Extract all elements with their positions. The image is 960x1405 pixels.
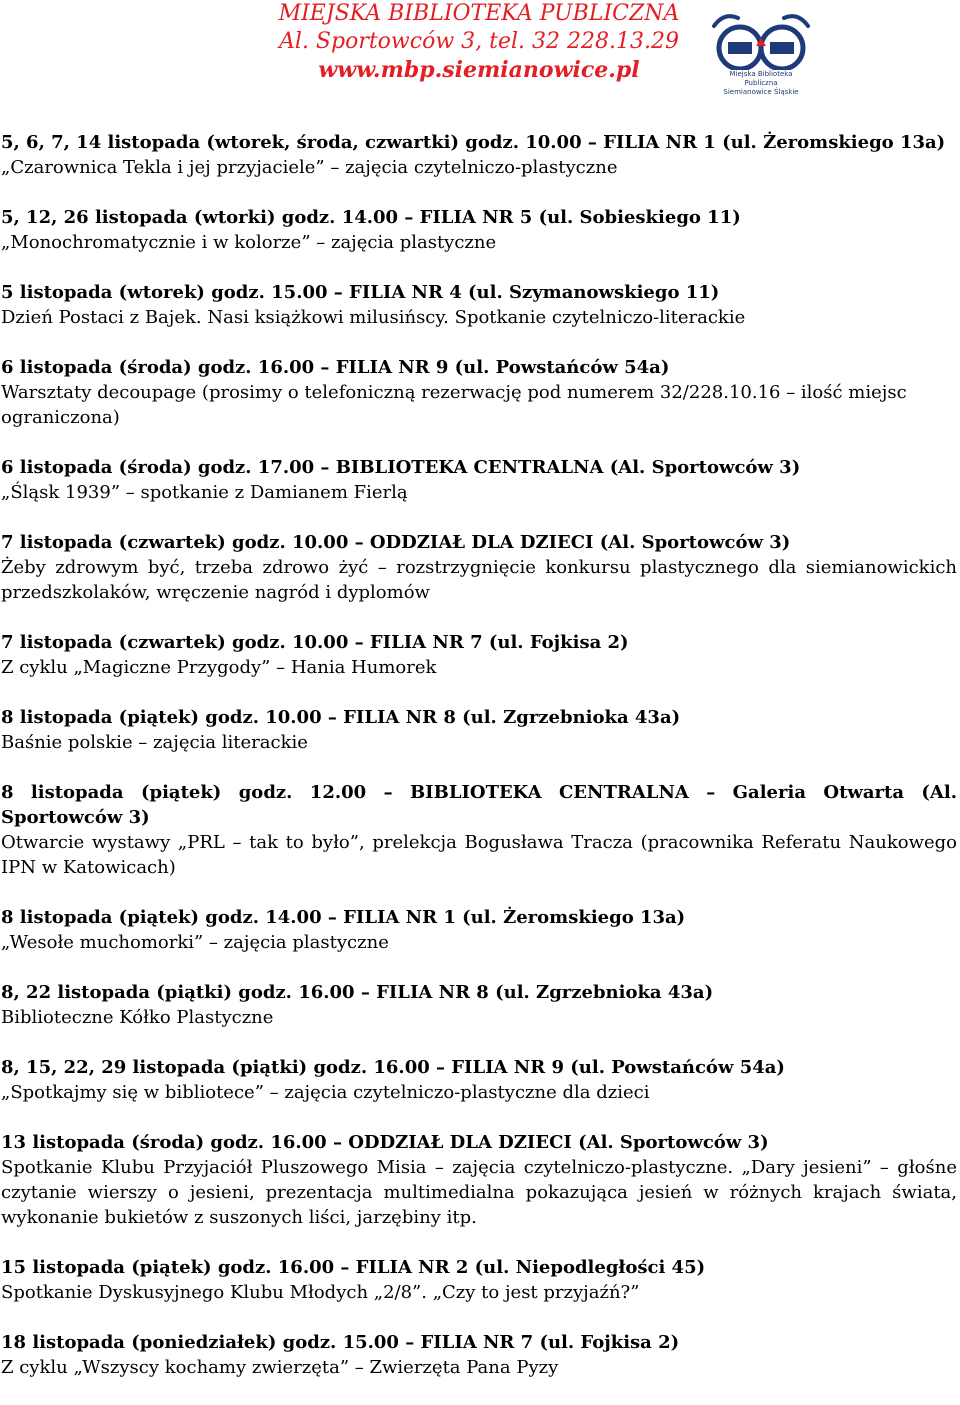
logo-caption-line: Siemianowice Śląskie [723, 88, 799, 96]
event-description: „Spotkajmy się w bibliotece” – zajęcia czytelniczo-plastyczne dla dzieci [1, 1082, 650, 1103]
event-item [1, 1055, 957, 1105]
event-item [1, 1130, 957, 1230]
event-heading: 8 listopada (piątek) godz. 10.00 – FILIA NR 8 (ul. Zgrzebnioka 43a) [1, 707, 681, 728]
event-item [1, 355, 957, 430]
event-item [1, 780, 957, 880]
event-heading: 6 listopada (środa) godz. 16.00 – FILIA NR 9 (ul. Powstańców 54a) [1, 357, 670, 378]
event-description: „Śląsk 1939” – spotkanie z Damianem Fierlą [1, 482, 408, 503]
event-list [1, 130, 957, 1405]
event-heading: 5, 6, 7, 14 listopada (wtorek, środa, czwartki) godz. 10.00 – FILIA NR 1 (ul. Żeromskiego 13a) [1, 132, 946, 153]
event-description: Otwarcie wystawy „PRL – tak to było”, prelekcja Bogusława Tracza (pracownika Referatu Naukowego IPN w Katowicach) [1, 832, 957, 878]
event-heading: 7 listopada (czwartek) godz. 10.00 – FILIA NR 7 (ul. Fojkisa 2) [1, 632, 629, 653]
event-description: Z cyklu „Magiczne Przygody” – Hania Humorek [1, 657, 437, 678]
event-item [1, 280, 957, 330]
event-item [1, 205, 957, 255]
event-heading: 18 listopada (poniedziałek) godz. 15.00 – FILIA NR 7 (ul. Fojkisa 2) [1, 1332, 680, 1353]
logo-caption [704, 70, 818, 97]
event-description: „Wesołe muchomorki” – zajęcia plastyczne [1, 932, 389, 953]
event-heading: 8 listopada (piątek) godz. 12.00 – BIBLIOTEKA CENTRALNA – Galeria Otwarta (Al. Sportowców 3) [1, 782, 957, 828]
event-heading: 8 listopada (piątek) godz. 14.00 – FILIA NR 1 (ul. Żeromskiego 13a) [1, 907, 686, 928]
event-description: Spotkanie Klubu Przyjaciół Pluszowego Misia – zajęcia czytelniczo-plastyczne. „Dary jesieni” – głośne czytanie wierszy o jesieni, prezentacja multimedialna pokazująca jesień w różnych krajach świata, wykonanie bukietów z suszonych liści, jarzębiny itp. [1, 1157, 957, 1228]
event-description: Biblioteczne Kółko Plastyczne [1, 1007, 274, 1028]
event-description: Dzień Postaci z Bajek. Nasi książkowi milusińscy. Spotkanie czytelniczo-literackie [1, 307, 746, 328]
logo-caption-line: Publiczna [744, 79, 778, 87]
event-heading: 6 listopada (środa) godz. 17.00 – BIBLIOTEKA CENTRALNA (Al. Sportowców 3) [1, 457, 801, 478]
event-heading: 8, 15, 22, 29 listopada (piątki) godz. 16.00 – FILIA NR 9 (ul. Powstańców 54a) [1, 1057, 785, 1078]
logo-caption-line: Miejska Biblioteka [729, 70, 793, 78]
library-address: Al. Sportowców 3, tel. 32 228.13.29 [279, 29, 679, 54]
event-item [1, 130, 957, 180]
owl-eyes-logo-icon [704, 6, 818, 70]
library-url: www.mbp.siemianowice.pl [318, 57, 640, 83]
page-header [0, 0, 960, 108]
event-item [1, 905, 957, 955]
library-logo [704, 6, 818, 102]
event-item [1, 980, 957, 1030]
event-heading: 7 listopada (czwartek) godz. 10.00 – ODDZIAŁ DLA DZIECI (Al. Sportowców 3) [1, 532, 791, 553]
event-description: Z cyklu „Wszyscy kochamy zwierzęta” – Zwierzęta Pana Pyzy [1, 1357, 559, 1378]
event-heading: 5 listopada (wtorek) godz. 15.00 – FILIA NR 4 (ul. Szymanowskiego 11) [1, 282, 720, 303]
event-description: Warsztaty decoupage (prosimy o telefoniczną rezerwację pod numerem 32/228.10.16 – ilość miejsc ograniczona) [1, 382, 907, 428]
event-item [1, 1330, 957, 1380]
library-name: MIEJSKA BIBLIOTEKA PUBLICZNA [278, 1, 680, 26]
event-description: „Czarownica Tekla i jej przyjaciele” – zajęcia czytelniczo-plastyczne [1, 157, 618, 178]
event-heading: 8, 22 listopada (piątki) godz. 16.00 – FILIA NR 8 (ul. Zgrzebnioka 43a) [1, 982, 714, 1003]
event-item [1, 705, 957, 755]
event-item [1, 530, 957, 605]
event-description: Baśnie polskie – zajęcia literackie [1, 732, 308, 753]
event-heading: 15 listopada (piątek) godz. 16.00 – FILIA NR 2 (ul. Niepodległości 45) [1, 1257, 706, 1278]
event-item [1, 1255, 957, 1305]
library-header-text [274, 0, 684, 84]
event-description: Spotkanie Dyskusyjnego Klubu Młodych „2/8”. „Czy to jest przyjaźń?” [1, 1282, 640, 1303]
event-description: Żeby zdrowym być, trzeba zdrowo żyć – rozstrzygnięcie konkursu plastycznego dla siemianowickich przedszkolaków, wręczenie nagród i dyplomów [1, 557, 957, 603]
event-item [1, 455, 957, 505]
event-description: „Monochromatycznie i w kolorze” – zajęcia plastyczne [1, 232, 497, 253]
event-heading: 13 listopada (środa) godz. 16.00 – ODDZIAŁ DLA DZIECI (Al. Sportowców 3) [1, 1132, 769, 1153]
event-item [1, 630, 957, 680]
event-heading: 5, 12, 26 listopada (wtorki) godz. 14.00 – FILIA NR 5 (ul. Sobieskiego 11) [1, 207, 741, 228]
